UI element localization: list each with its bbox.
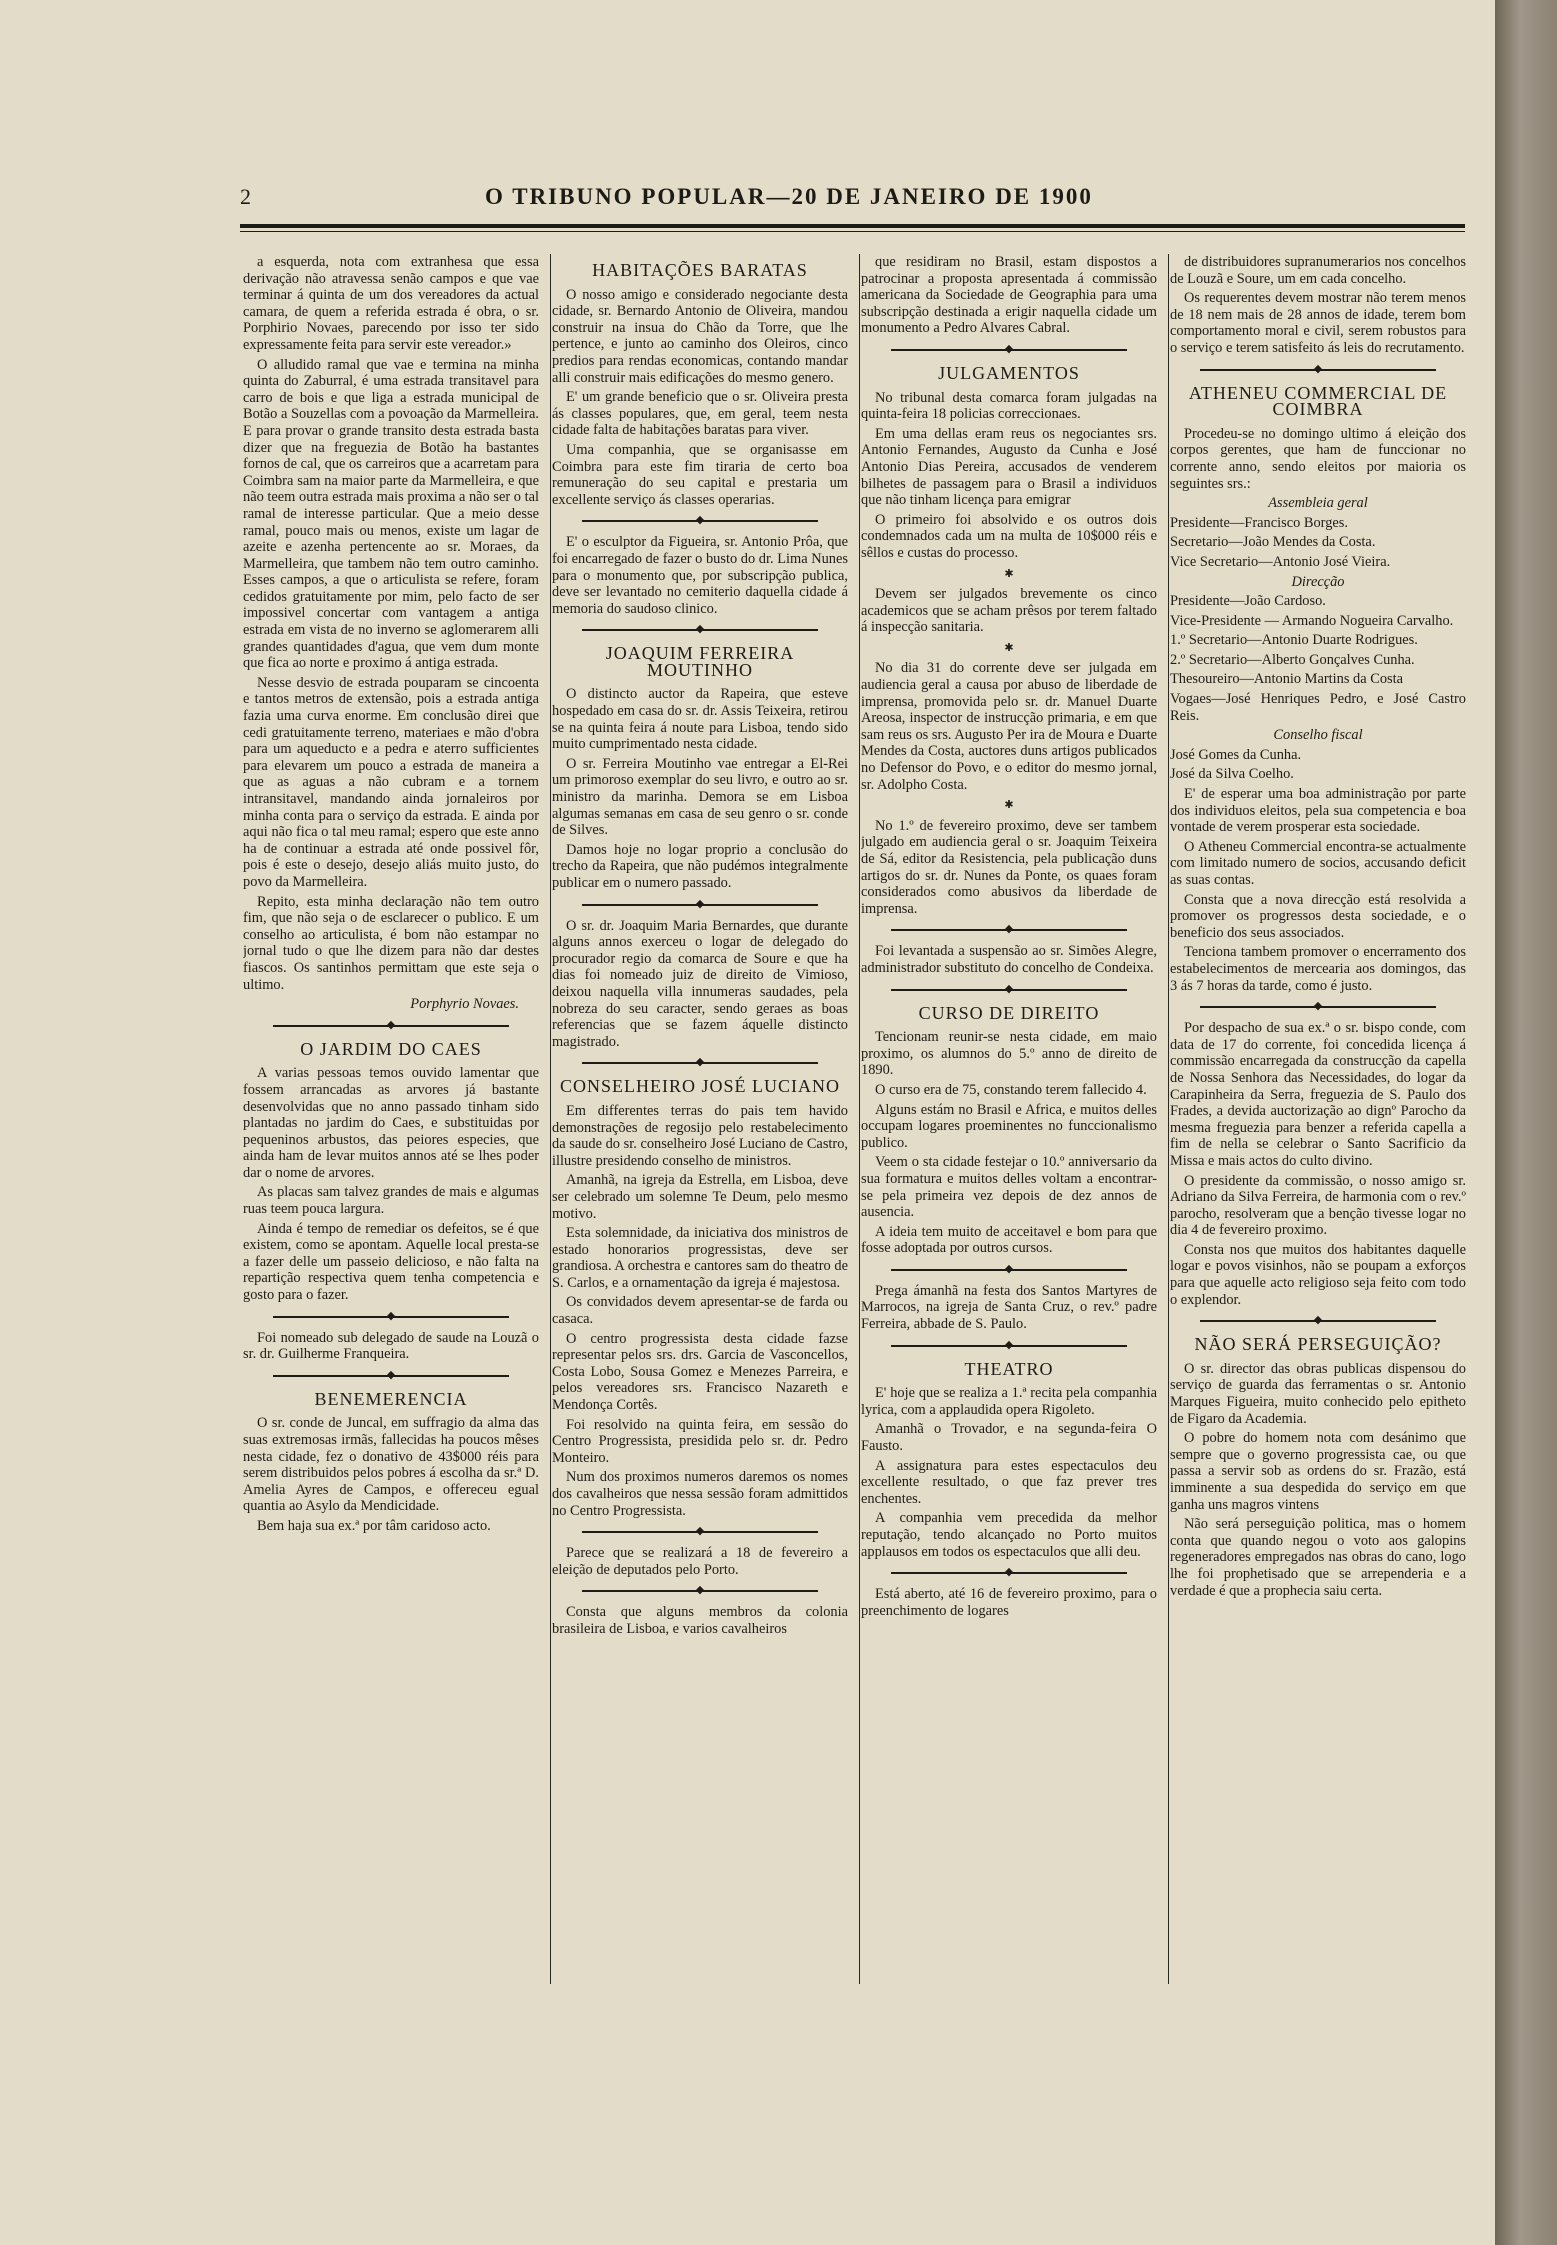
- subheading: Conselho fiscal: [1273, 727, 1363, 744]
- paragraph: Está aberto, até 16 de fevereiro proximo, para o preenchimento de logares: [861, 1586, 1157, 1619]
- paragraph: Damos hoje no logar proprio a conclusão do trecho da Rapeira, que não pudémos integralmente publicar em o numero passado.: [552, 841, 848, 891]
- section-heading: JULGAMENTOS: [938, 362, 1080, 383]
- paragraph: E' um grande beneficio que o sr. Oliveira presta ás classes populares, que, em geral, teem nesta cidade falta de habitações baratas para viver.: [552, 389, 848, 439]
- subheading: Direcção: [1291, 573, 1345, 590]
- star-divider: ✱: [1004, 799, 1014, 812]
- paragraph: Esta solemnidade, da iniciativa dos ministros de estado honorarios progressistas, deve ser grandiosa. A orchestra e cantores sam do theatro de S. Carlos, e a ornamentação da igreja é majestosa.: [552, 1225, 848, 1291]
- ornament-divider: [891, 923, 1127, 937]
- list-item: 1.º Secretario—Antonio Duarte Rodrigues.: [1170, 632, 1418, 649]
- paragraph: de distribuidores supranumerarios nos concelhos de Louzã e Soure, um em cada concelho.: [1170, 254, 1466, 287]
- list-item: José da Silva Coelho.: [1170, 766, 1294, 783]
- page-number: 2: [240, 184, 251, 209]
- section-heading: NÃO SERÁ PERSEGUIÇÃO?: [1194, 1334, 1442, 1355]
- paragraph: Devem ser julgados brevemente os cinco academicos que se acham prêsos por terem faltado á inspecção sanitaria.: [861, 586, 1157, 636]
- paragraph: Foi resolvido na quinta feira, em sessão do Centro Progressista, presidida pelo sr. dr. Pedro Monteiro.: [552, 1416, 848, 1466]
- paragraph: O centro progressista desta cidade fazse representar pelos srs. drs. Garcia de Vasconcellos, Costa Lobo, Sousa Gomez e Menezes Parreira, e pelos vereadores srs. Francisco Nazareth e Mendonça Cortês.: [552, 1330, 848, 1414]
- paragraph: O curso era de 75, constando terem fallecido 4.: [875, 1081, 1147, 1098]
- paragraph: O presidente da commissão, o nosso amigo sr. Adriano da Silva Ferreira, de harmonia com o rev.º parocho, resolveram que a benção tivesse logar no dia 4 de fevereiro proximo.: [1170, 1172, 1466, 1239]
- page-gutter: [1495, 0, 1557, 2245]
- paragraph: No tribunal desta comarca foram julgadas na quinta-feira 18 policias correccionaes.: [861, 389, 1157, 423]
- paragraph: O sr. dr. Joaquim Maria Bernardes, que durante alguns annos exerceu o logar de delegado do procurador regio da comarca de Soure e que ha dias foi nomeado juiz de direito de Vimioso, deixou naquella villa innumeras saudades, pela nobreza do seu caracter, sendo geraes as boas referencias que se fazem áquelle distincto magistrado.: [552, 917, 848, 1050]
- column-separator: [550, 254, 551, 1984]
- list-item: José Gomes da Cunha.: [1170, 746, 1302, 763]
- ornament-divider: [582, 1525, 818, 1539]
- paragraph: Alguns estám no Brasil e Africa, e muitos delles occupam logares proeminentes no funccionalismo publico.: [861, 1101, 1157, 1151]
- ornament-divider: [582, 514, 818, 528]
- section-heading: JOAQUIM FERREIRA MOUTINHO: [605, 643, 795, 680]
- list-item: Thesoureiro—Antonio Martins da Costa: [1170, 671, 1404, 688]
- ornament-divider: [273, 1019, 509, 1033]
- ornament-divider: [891, 983, 1127, 997]
- paragraph: Tenciona tambem promover o encerramento dos estabelecimentos de mercearia aos domingos, das 3 ás 7 horas da tarde, como é justo.: [1170, 944, 1466, 994]
- paragraph: O nosso amigo e considerado negociante desta cidade, sr. Bernardo Antonio de Oliveira, mandou construir na insua do Chão da Torre, que lhe pertence, e junto ao caminho dos Oleiros, cinco predios para rendas economicas, contando mandar alli construir mais edificações do mesmo genero.: [552, 286, 848, 386]
- paragraph: O distincto auctor da Rapeira, que esteve hospedado em casa do sr. dr. Assis Teixeira, retirou se na quinta feira á noute para Lisboa, tendo sido muito cumprimentado nesta cidade.: [552, 686, 848, 753]
- paragraph: E' o esculptor da Figueira, sr. Antonio Prôa, que foi encarregado de fazer o busto do dr. Lima Nunes para o monumento que, por subscripção publica, deve ser levantado no cemiterio daquella cidade á memoria do saudoso clinico.: [552, 534, 848, 617]
- signature: Porphyrio Novaes.: [410, 996, 519, 1013]
- list-item: Vogaes—José Henriques Pedro, e José Castro Reis.: [1170, 691, 1466, 724]
- section-heading: BENEMERENCIA: [314, 1388, 468, 1409]
- paragraph: A ideia tem muito de acceitavel e bom para que fosse adoptada por outros cursos.: [861, 1223, 1157, 1257]
- paragraph: A assignatura para estes espectaculos deu excellente resultado, o que faz prever tres enchentes.: [861, 1457, 1157, 1507]
- header-rule: [240, 224, 1465, 228]
- paragraph: O sr. conde de Juncal, em suffragio da alma das suas extremosas irmãs, fallecidas ha poucos mêses nesta cidade, fez o donativo de 43$000 réis para serem distribuidos pelos pobres á escolha da sr.ª D. Amelia Ayres de Campos, e offereceu egual quantia ao Asylo da Mendicidade.: [243, 1415, 539, 1515]
- ornament-divider: [891, 1263, 1127, 1277]
- paragraph: Procedeu-se no domingo ultimo á eleição dos corpos gerentes, que ham de funccionar no corrente anno, sendo eleitos por maioria os seguintes srs.:: [1170, 425, 1466, 492]
- ornament-divider: [582, 1056, 818, 1070]
- masthead: [240, 184, 1465, 214]
- ornament-divider: [891, 1566, 1127, 1580]
- section-heading: CONSELHEIRO JOSÉ LUCIANO: [560, 1076, 840, 1097]
- paragraph: As placas sam talvez grandes de mais e algumas ruas teem pouca largura.: [243, 1184, 539, 1218]
- paragraph: Amanhã o Trovador, e na segunda-feira O Fausto.: [861, 1421, 1157, 1455]
- paragraph: O primeiro foi absolvido e os outros dois condemnados cada um na multa de 10$000 réis e sêllos e custas do processo.: [861, 511, 1157, 561]
- header-rule-thin: [240, 231, 1465, 232]
- paragraph: Amanhã, na igreja da Estrella, em Lisboa, deve ser celebrado um solemne Te Deum, pelo mesmo motivo.: [552, 1172, 848, 1222]
- paragraph: O alludido ramal que vae e termina na minha quinta do Zaburral, é uma estrada transitavel para carro de bois e que liga a estrada municipal de Botão a Souzellas com a povoação da Marmelleira. E para provar o grande transito desta estrada basta dizer que na freguezia de Botão ha bastantes fornos de cal, que os carreiros que a acarretam para Coimbra sam na maior parte da Marmelleira, e que não teem outra estrada mais proxima a não ser o tal ramal de interesse particular. Que a meio desse ramal, pouco mais ou menos, existe um lagar de azeite e azenha pertencente ao sr. Moraes, da Marmelleira, que tambem não tem outro caminho. Esses campos, a que o articulista se refere, foram cedidos gratuitamente por mim, pelo facto de ser impossivel concertar com vantagem a antiga estrada em vista de no inverno se aglomerarem alli grandes quantidades d'agua, que vem dum monte que fica ao norte e proximo á antiga estrada.: [243, 356, 539, 672]
- column-separator: [1168, 254, 1169, 1984]
- paragraph: O Atheneu Commercial encontra-se actualmente com limitado numero de socios, accusando deficit as suas contas.: [1170, 838, 1466, 888]
- ornament-divider: [1200, 363, 1436, 377]
- section-heading: THEATRO: [964, 1358, 1054, 1379]
- ornament-divider: [891, 343, 1127, 357]
- list-item: Vice Secretario—Antonio José Vieira.: [1170, 553, 1391, 570]
- ornament-divider: [891, 1339, 1127, 1353]
- list-item: Vice-Presidente — Armando Nogueira Carvalho.: [1170, 612, 1454, 629]
- paragraph: Uma companhia, que se organisasse em Coimbra para este fim tiraria de certo boa remuneração do seu capital e prestaria um excellente serviço ás classes operarias.: [552, 441, 848, 508]
- paragraph: Repito, esta minha declaração não tem outro fim, que não seja o de esclarecer o publico. E um conselho ao articulista, é bom não estampar no jornal tudo o que lhe dizem para não dar destes fiascos. Os santinhos permittam que este seja o ultimo.: [243, 893, 539, 993]
- ornament-divider: [582, 1584, 818, 1598]
- paragraph: Ainda é tempo de remediar os defeitos, se é que existem, como se apontam. Aquelle local presta-se a fazer delle um passeio delicioso, e não falta na repartição respectiva quem tenha competencia e gosto para o fazer.: [243, 1220, 539, 1304]
- section-heading: CURSO DE DIREITO: [918, 1002, 1100, 1023]
- paragraph: Consta que alguns membros da colonia brasileira de Lisboa, e varios cavalheiros: [552, 1604, 848, 1637]
- list-item: 2.º Secretario—Alberto Gonçalves Cunha.: [1170, 651, 1415, 668]
- paragraph: A varias pessoas temos ouvido lamentar que fossem arrancadas as arvores já bastante desenvolvidas que no anno passado tinham sido plantadas no jardim do Caes, e substituidas por pequeninos arbustos, das peiores especies, que ainda ham de levar muitos annos até se lhes poder dar o nome de arvores.: [243, 1065, 539, 1181]
- paragraph: Consta que a nova direcção está resolvida a promover os progressos desta sociedade, e o beneficio dos seus associados.: [1170, 891, 1466, 941]
- paragraph: Os convidados devem apresentar-se de farda ou casaca.: [552, 1294, 848, 1328]
- section-heading: HABITAÇÕES BARATAS: [592, 260, 808, 280]
- list-item: Presidente—Francisco Borges.: [1170, 514, 1348, 531]
- paragraph: Por despacho de sua ex.ª o sr. bispo conde, com data de 17 do corrente, foi concedida licença á commissão encarregada da construcção da capella de Nossa Senhora das Necessidades, do logar da Carapinheira da Serra, freguezia de S. Paulo dos Frades, a devida auctorização ao dignº Parocho da mesma freguezia para benzer a referida capella a fim de nella se celebrar o Santo Sacrificio da Missa e mais actos do culto divino.: [1170, 1020, 1466, 1169]
- column-3: [861, 254, 1157, 1994]
- paragraph: Parece que se realizará a 18 de fevereiro a eleição de deputados pelo Porto.: [552, 1545, 848, 1578]
- list-item: Secretario—João Mendes da Costa.: [1170, 534, 1376, 551]
- paragraph: que residiram no Brasil, estam dispostos a patrocinar a proposta apresentada á commissão americana da Sociedade de Geographia para uma subscripção destinada a erigir naquella cidade um monumento a Pedro Alvares Cabral.: [861, 254, 1157, 337]
- paragraph: Num dos proximos numeros daremos os nomes dos cavalheiros que nessa sessão foram admittidos no Centro Progressista.: [552, 1469, 848, 1519]
- column-4: [1170, 254, 1466, 1994]
- paragraph: Nesse desvio de estrada pouparam se cincoenta e tantos metros de extensão, pois a estrada antiga fazia uma curva enorme. Em conclusão direi que cedi gratuitamente terreno, materiaes e mão d'obra para um aqueducto e a pedra e aterro sufficientes para elevarem um pouco a estrada de maneira a que as aguas a não cubram e a tornem intransitavel, mandando ainda jornaleiros por minha conta para o serviço da estrada. E ainda por aqui não fica o tal meu ramal; espero que este anno ha de continuar a estrada até onde possivel fôr, pois é este o desejo, desejo aliás muito justo, do povo da Marmelleira.: [243, 674, 539, 890]
- paragraph: Os requerentes devem mostrar não terem menos de 18 nem mais de 28 annos de idade, terem bom comportamento moral e civil, serem robustos para o serviço e terem satisfeito ás leis do recrutamento.: [1170, 290, 1466, 356]
- paragraph: Em uma dellas eram reus os negociantes srs. Antonio Fernandes, Augusto da Cunha e José Antonio Dias Pereira, accusados de venderem bilhetes de passagem para o Brasil a individuos que não tinham licença para emigrar: [861, 425, 1157, 509]
- paragraph: Consta nos que muitos dos habitantes daquelle logar e povos visinhos, não se poupam a exforços para que aquelle acto religioso seja feito com todo o explendor.: [1170, 1241, 1466, 1308]
- paragraph: No 1.º de fevereiro proximo, deve ser tambem julgado em audiencia geral o sr. Joaquim Teixeira de Sá, editor da Resistencia, pela publicação duns artigos do sr. dr. Nunes da Ponte, os quaes foram considerados como abusivos da liberdade de imprensa.: [861, 817, 1157, 917]
- paragraph: A companhia vem precedida da melhor reputação, tendo alcançado no Porto muitos applausos em todos os espectaculos que alli deu.: [861, 1510, 1157, 1560]
- ornament-divider: [582, 623, 818, 637]
- column-separator: [859, 254, 860, 1984]
- ornament-divider: [582, 898, 818, 912]
- ornament-divider: [1200, 1314, 1436, 1328]
- section-heading: O JARDIM DO CAES: [300, 1038, 482, 1059]
- paragraph: O pobre do homem nota com desánimo que sempre que o governo progressista cae, ou que passa a servir sob as ordens do sr. Frazão, está imminente a sua despedida do serviço em que ganha uns magros vintens: [1170, 1430, 1466, 1513]
- ornament-divider: [1200, 1000, 1436, 1014]
- paragraph: E' hoje que se realiza a 1.ª recita pela companhia lyrica, com a applaudida opera Rigoleto.: [861, 1385, 1157, 1418]
- paragraph: Em differentes terras do pais tem havido demonstrações de regosijo pelo restabelecimento da saude do sr. conselheiro José Luciano de Castro, illustre presidendo conselho de ministros.: [552, 1102, 848, 1169]
- paragraph: Veem o sta cidade festejar o 10.º anniversario da sua formatura e muitos delles voltam a encontrar-se pela primeira vez depois de dez annos de ausencia.: [861, 1154, 1157, 1221]
- paragraph: E' de esperar uma boa administração por parte dos individuos eleitos, pela sua competencia e boa vontade de verem prosperar esta sociedade.: [1170, 786, 1466, 836]
- paragraph: No dia 31 do corrente deve ser julgada em audiencia geral a causa por abuso de liberdade de imprensa, promovida pelo sr. dr. Manuel Duarte Areosa, inspector de instrucção primaria, e em que sam reus os srs. Augusto Per ira de Moura e Duarte Mendes da Costa, auctores duns artigos publicados no Defensor do Povo, e o editor do mesmo jornal, sr. Adolpho Costa.: [861, 660, 1157, 793]
- paragraph: Bem haja sua ex.ª por tâm caridoso acto.: [257, 1517, 491, 1534]
- star-divider: ✱: [1004, 567, 1014, 580]
- paragraph: O sr. director das obras publicas dispensou do serviço de guarda das ferramentas o sr. Antonio Marques Figueira, muito conhecido pelo epitheto de Figaro da Academia.: [1170, 1360, 1466, 1427]
- paragraph: O sr. Ferreira Moutinho vae entregar a El-Rei um primoroso exemplar do seu livro, e outro ao sr. ministro da marinha. Demora se em Lisboa algumas semanas em casa de seu genro o sr. conde de Silves.: [552, 755, 848, 839]
- ornament-divider: [273, 1310, 509, 1324]
- list-item: Presidente—João Cardoso.: [1170, 593, 1326, 610]
- paragraph: Tencionam reunir-se nesta cidade, em maio proximo, os alumnos do 5.º anno de direito de 1890.: [861, 1029, 1157, 1079]
- column-2: [552, 254, 848, 1994]
- paragraph: Foi levantada a suspensão ao sr. Simões Alegre, administrador substituto do concelho de Condeixa.: [861, 943, 1157, 976]
- column-1: [243, 254, 539, 1994]
- paragraph: Prega ámanhã na festa dos Santos Martyres de Marrocos, na igreja de Santa Cruz, o rev.º padre Ferreira, abbade de S. Paulo.: [861, 1282, 1157, 1333]
- paragraph: Não será perseguição politica, mas o homem conta que quando negou o voto aos galopins regeneradores empregados nas obras do cano, logo lhe foi prophetisado que se arrependeria e a verdade é que a prophecia saiu certa.: [1170, 1516, 1466, 1599]
- section-heading: ATHENEU COMMERCIAL DE COIMBRA: [1188, 382, 1448, 420]
- paragraph: Foi nomeado sub delegado de saude na Louzã o sr. dr. Guilherme Franqueira.: [243, 1329, 539, 1363]
- paragraph: a esquerda, nota com extranhesa que essa derivação não atravessa senão campos e que vae terminar á quinta de um dos vereadores da actual camara, de quem a referida estrada é obra, o sr. Porphirio Novaes, parecendo por isso ter sido expressamente feita para servir este vereador.»: [243, 254, 539, 353]
- ornament-divider: [273, 1369, 509, 1383]
- running-title: O TRIBUNO POPULAR—20 DE JANEIRO DE 1900: [485, 184, 1093, 209]
- star-divider: ✱: [1004, 641, 1014, 654]
- subheading: Assembleia geral: [1268, 495, 1368, 512]
